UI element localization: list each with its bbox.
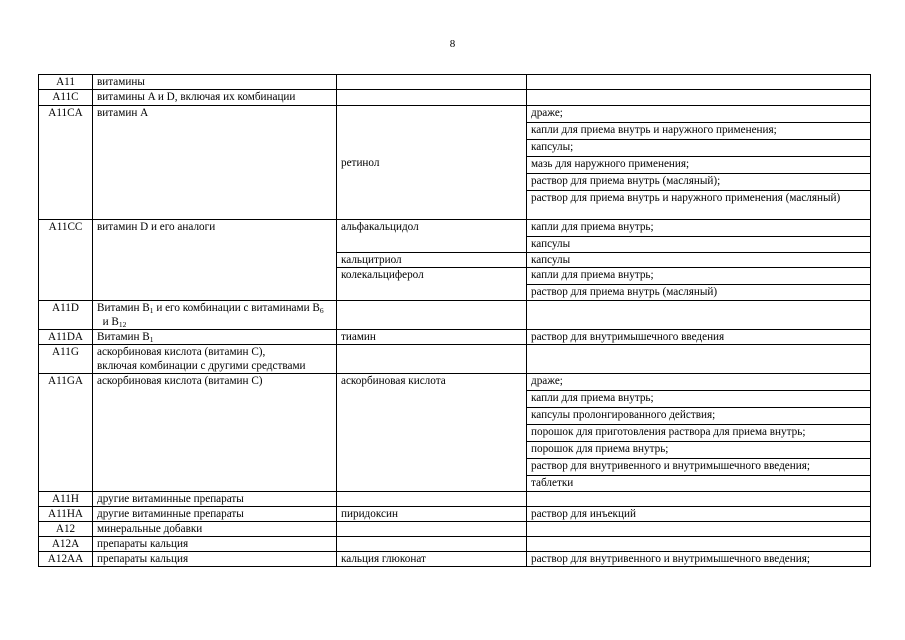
dosage-form: капсулы	[527, 236, 870, 252]
dosage-forms	[527, 537, 871, 552]
table-row	[39, 330, 871, 345]
dosage-forms	[527, 374, 871, 492]
group-name-part: Витамин B	[97, 302, 150, 314]
dosage-form: драже;	[531, 107, 563, 119]
dosage-form: капли для приема внутрь и наружного применения;	[527, 122, 870, 139]
dosage-form: раствор для приема внутрь (масляный);	[527, 173, 870, 190]
atc-code: A11DA	[39, 330, 93, 345]
table-row	[39, 552, 871, 567]
dosage-form: капсулы	[527, 253, 871, 268]
dosage-form: порошок для приготовления раствора для приема внутрь;	[527, 424, 870, 441]
dosage-forms	[527, 492, 871, 507]
table-row	[39, 301, 871, 330]
subscript: 12	[118, 320, 127, 329]
dosage-form: мазь для наружного применения;	[527, 156, 870, 173]
group-name: препараты кальция	[93, 552, 337, 567]
atc-code: A11C	[39, 90, 93, 106]
dosage-form: капли для приема внутрь;	[527, 390, 870, 407]
dosage-form: капсулы;	[527, 139, 870, 156]
dosage-forms	[527, 268, 871, 301]
dosage-form: раствор для внутривенного и внутримышечного введения;	[527, 458, 870, 475]
atc-code: A11GA	[39, 374, 93, 492]
dosage-form: таблетки	[527, 475, 870, 491]
subscript: 1	[149, 306, 154, 315]
group-name: другие витаминные препараты	[93, 507, 337, 522]
dosage-form: капли для приема внутрь;	[531, 221, 654, 233]
dosage-form: раствор для приема внутрь и наружного применения (масляный)	[527, 190, 870, 219]
group-name: препараты кальция	[93, 537, 337, 552]
drug-name: кальция глюконат	[337, 552, 527, 567]
group-name: витамин A	[93, 106, 337, 220]
dosage-form: драже;	[531, 375, 563, 387]
drug-name	[337, 492, 527, 507]
group-name	[93, 301, 337, 330]
atc-code: A11CA	[39, 106, 93, 220]
group-name: витамин D и его аналоги	[93, 220, 337, 301]
dosage-form: капли для приема внутрь;	[531, 269, 654, 281]
atc-code: A11G	[39, 345, 93, 374]
dosage-forms	[527, 301, 871, 330]
group-name: витамины	[93, 75, 337, 90]
group-name: аскорбиновая кислота (витамин C)	[93, 374, 337, 492]
table-row	[39, 522, 871, 537]
dosage-form: капсулы пролонгированного действия;	[527, 407, 870, 424]
subscript: 1	[149, 335, 154, 344]
table-row	[39, 75, 871, 90]
table-row	[39, 374, 871, 492]
table-row	[39, 106, 871, 220]
atc-code: A12A	[39, 537, 93, 552]
drug-name	[337, 345, 527, 374]
atc-code: A11	[39, 75, 93, 90]
table-row	[39, 90, 871, 106]
drug-name: колекальциферол	[337, 268, 527, 301]
drug-name	[337, 90, 527, 106]
group-name-part: Витамин B	[97, 331, 150, 343]
group-name: минеральные добавки	[93, 522, 337, 537]
dosage-forms	[527, 345, 871, 374]
drug-name	[337, 537, 527, 552]
drug-classification-table	[38, 74, 871, 567]
drug-name: ретинол	[337, 106, 527, 220]
dosage-form: раствор для внутримышечного введения	[527, 330, 871, 345]
dosage-forms	[527, 522, 871, 537]
drug-name: тиамин	[337, 330, 527, 345]
table-row	[39, 492, 871, 507]
atc-code: A11HA	[39, 507, 93, 522]
group-name: витамины A и D, включая их комбинации	[93, 90, 337, 106]
group-name: аскорбиновая кислота (витамин C), включая комбинации с другими средствами	[93, 345, 337, 374]
atc-code: A12	[39, 522, 93, 537]
table-row	[39, 345, 871, 374]
dosage-forms	[527, 106, 871, 220]
dosage-forms	[527, 220, 871, 253]
page-number: 8	[449, 38, 456, 50]
dosage-forms	[527, 90, 871, 106]
dosage-form: раствор для инъекций	[527, 507, 871, 522]
drug-name: аскорбиновая кислота	[337, 374, 527, 492]
atc-code: A11CC	[39, 220, 93, 301]
atc-code: A12AA	[39, 552, 93, 567]
group-name-part: и его комбинации с витаминами B	[153, 302, 320, 314]
drug-name	[337, 522, 527, 537]
dosage-form: раствор для приема внутрь (масляный)	[527, 284, 870, 300]
table-row	[39, 507, 871, 522]
drug-name: альфакальцидол	[337, 220, 527, 253]
table-row	[39, 220, 871, 253]
drug-name	[337, 301, 527, 330]
group-name-part: и B	[97, 316, 119, 328]
dosage-form: раствор для внутривенного и внутримышечного введения;	[527, 552, 871, 567]
dosage-forms	[527, 75, 871, 90]
subscript: 6	[319, 306, 324, 315]
atc-code: A11H	[39, 492, 93, 507]
group-name	[93, 330, 337, 345]
dosage-form: порошок для приема внутрь;	[527, 441, 870, 458]
drug-name: пиридоксин	[337, 507, 527, 522]
drug-name: кальцитриол	[337, 253, 527, 268]
drug-name	[337, 75, 527, 90]
atc-code: A11D	[39, 301, 93, 330]
table-row	[39, 537, 871, 552]
group-name: другие витаминные препараты	[93, 492, 337, 507]
